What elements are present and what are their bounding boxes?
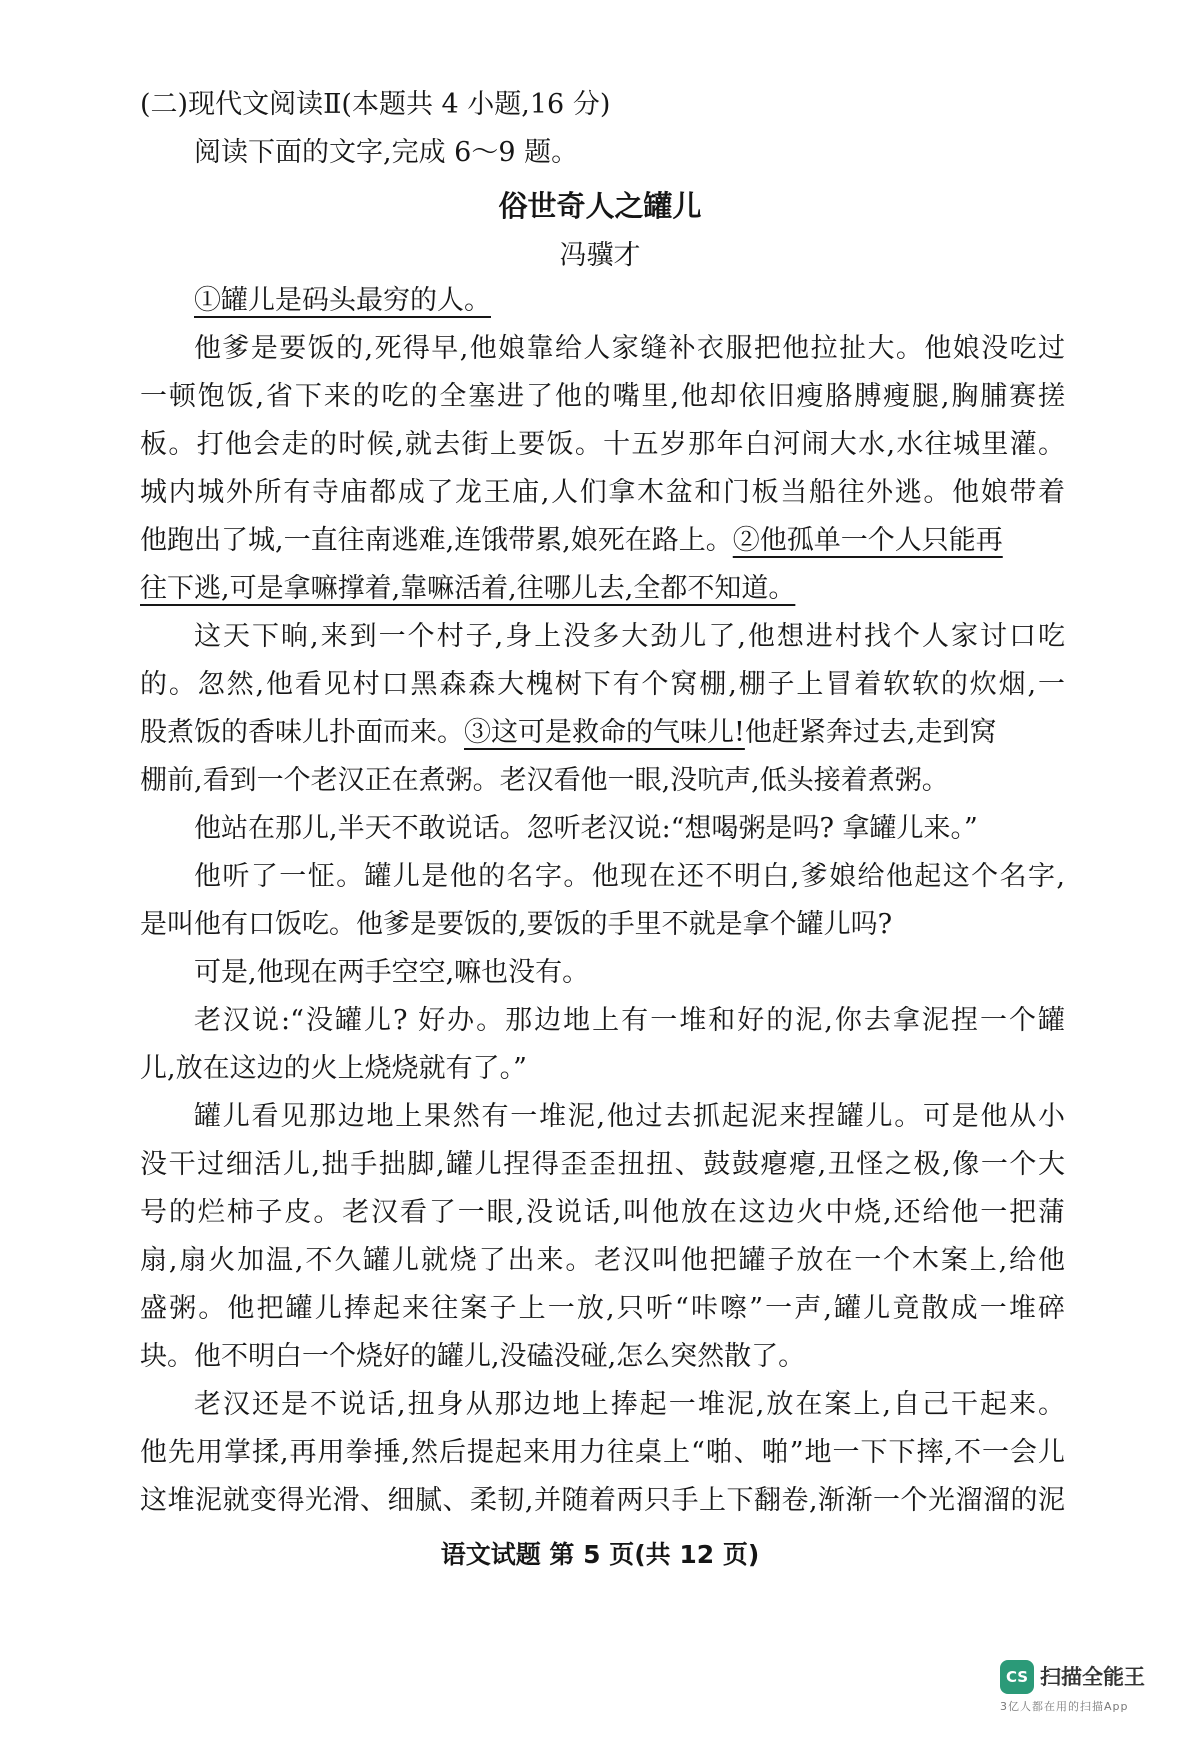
paragraph-line: 块。他不明白一个烧好的罐儿,没磕没碰,怎么突然散了。 — [140, 1341, 806, 1372]
underlined-sentence-2a: ②他孤单一个人只能再 — [732, 525, 1003, 556]
paragraph-line — [140, 709, 1065, 757]
line-text: 他跑出了城,一直往南逃难,连饿带累,娘死在路上。 — [140, 525, 733, 556]
paragraph-line — [140, 277, 1065, 325]
paragraph-line: 扇,扇火加温,不久罐儿就烧了出来。老汉叫他把罐子放在一个木案上,给他 — [140, 1245, 1065, 1276]
line-text: 他赶紧奔过去,走到窝 — [744, 717, 997, 748]
watermark-app-name: 扫描全能王 — [1040, 1665, 1145, 1689]
paragraph-line: 的。忽然,他看见村口黑森森大槐树下有个窝棚,棚子上冒着软软的炊烟,一 — [140, 669, 1065, 700]
paragraph-line: 城内城外所有寺庙都成了龙王庙,人们拿木盆和门板当船往外逃。他娘带着 — [140, 477, 1065, 508]
paragraph-line: 盛粥。他把罐儿捧起来往案子上一放,只听“咔嚓”一声,罐儿竟散成一堆碎 — [140, 1293, 1065, 1324]
paragraph-line: 棚前,看到一个老汉正在煮粥。老汉看他一眼,没吭声,低头接着煮粥。 — [140, 765, 949, 796]
paragraph-line: 老汉说:“没罐儿? 好办。那边地上有一堆和好的泥,你去拿泥捏一个罐 — [194, 1005, 1065, 1036]
story-author: 冯骥才 — [559, 240, 641, 271]
scanner-watermark — [1000, 1660, 1180, 1720]
paragraph-line — [140, 517, 1065, 565]
paragraph-line: 可是,他现在两手空空,嘛也没有。 — [194, 957, 590, 988]
paragraph-line: 他先用掌揉,再用拳捶,然后提起来用力往桌上“啪、啪”地一下下摔,不一会儿 — [140, 1437, 1065, 1468]
underlined-sentence-2b: 往下逃,可是拿嘛撑着,靠嘛活着,往哪儿去,全都不知道。 — [140, 573, 796, 604]
paragraph-line: 老汉还是不说话,扭身从那边地上捧起一堆泥,放在案上,自己干起来。 — [194, 1389, 1065, 1420]
paragraph-line: 他听了一怔。罐儿是他的名字。他现在还不明白,爹娘给他起这个名字, — [194, 861, 1065, 892]
watermark-tagline: 3亿人都在用的扫描App — [1000, 1700, 1129, 1713]
paragraph-line: 这天下晌,来到一个村子,身上没多大劲儿了,他想进村找个人家讨口吃 — [194, 621, 1065, 652]
paragraph-line: 罐儿看见那边地上果然有一堆泥,他过去抓起泥来捏罐儿。可是他从小 — [194, 1101, 1065, 1132]
camscanner-logo-icon: CS — [1000, 1660, 1034, 1694]
paragraph-line: 儿,放在这边的火上烧烧就有了。” — [140, 1053, 527, 1084]
paragraph-line: 他站在那儿,半天不敢说话。忽听老汉说:“想喝粥是吗? 拿罐儿来。” — [194, 813, 978, 844]
paragraph-line: 他爹是要饭的,死得早,他娘靠给人家缝补衣服把他拉扯大。他娘没吃过 — [194, 333, 1065, 364]
section-heading: (二)现代文阅读Ⅱ(本题共 4 小题,16 分) — [140, 89, 611, 120]
underlined-sentence-3: ③这可是救命的气味儿! — [464, 717, 745, 748]
page-footer: 语文试题 第 5 页(共 12 页) — [440, 1540, 760, 1569]
section-instruction: 阅读下面的文字,完成 6～9 题。 — [194, 137, 579, 168]
paragraph-line: 这堆泥就变得光滑、细腻、柔韧,并随着两只手上下翻卷,渐渐一个光溜溜的泥 — [140, 1485, 1065, 1516]
line-text: 股煮饭的香味儿扑面而来。 — [140, 717, 464, 748]
underlined-sentence-1: ①罐儿是码头最穷的人。 — [194, 285, 491, 316]
paragraph-line: 是叫他有口饭吃。他爹是要饭的,要饭的手里不就是拿个罐儿吗? — [140, 909, 893, 940]
paragraph-line: 一顿饱饭,省下来的吃的全塞进了他的嘴里,他却依旧瘦胳膊瘦腿,胸脯赛搓 — [140, 381, 1065, 412]
paragraph-line: 号的烂柿子皮。老汉看了一眼,没说话,叫他放在这边火中烧,还给他一把蒲 — [140, 1197, 1065, 1228]
paragraph-line: 没干过细活儿,拙手拙脚,罐儿捏得歪歪扭扭、鼓鼓瘪瘪,丑怪之极,像一个大 — [140, 1149, 1065, 1180]
story-title: 俗世奇人之罐儿 — [498, 189, 702, 223]
paragraph-line — [140, 565, 1065, 613]
paragraph-line: 板。打他会走的时候,就去街上要饭。十五岁那年白河闹大水,水往城里灌。 — [140, 429, 1065, 460]
